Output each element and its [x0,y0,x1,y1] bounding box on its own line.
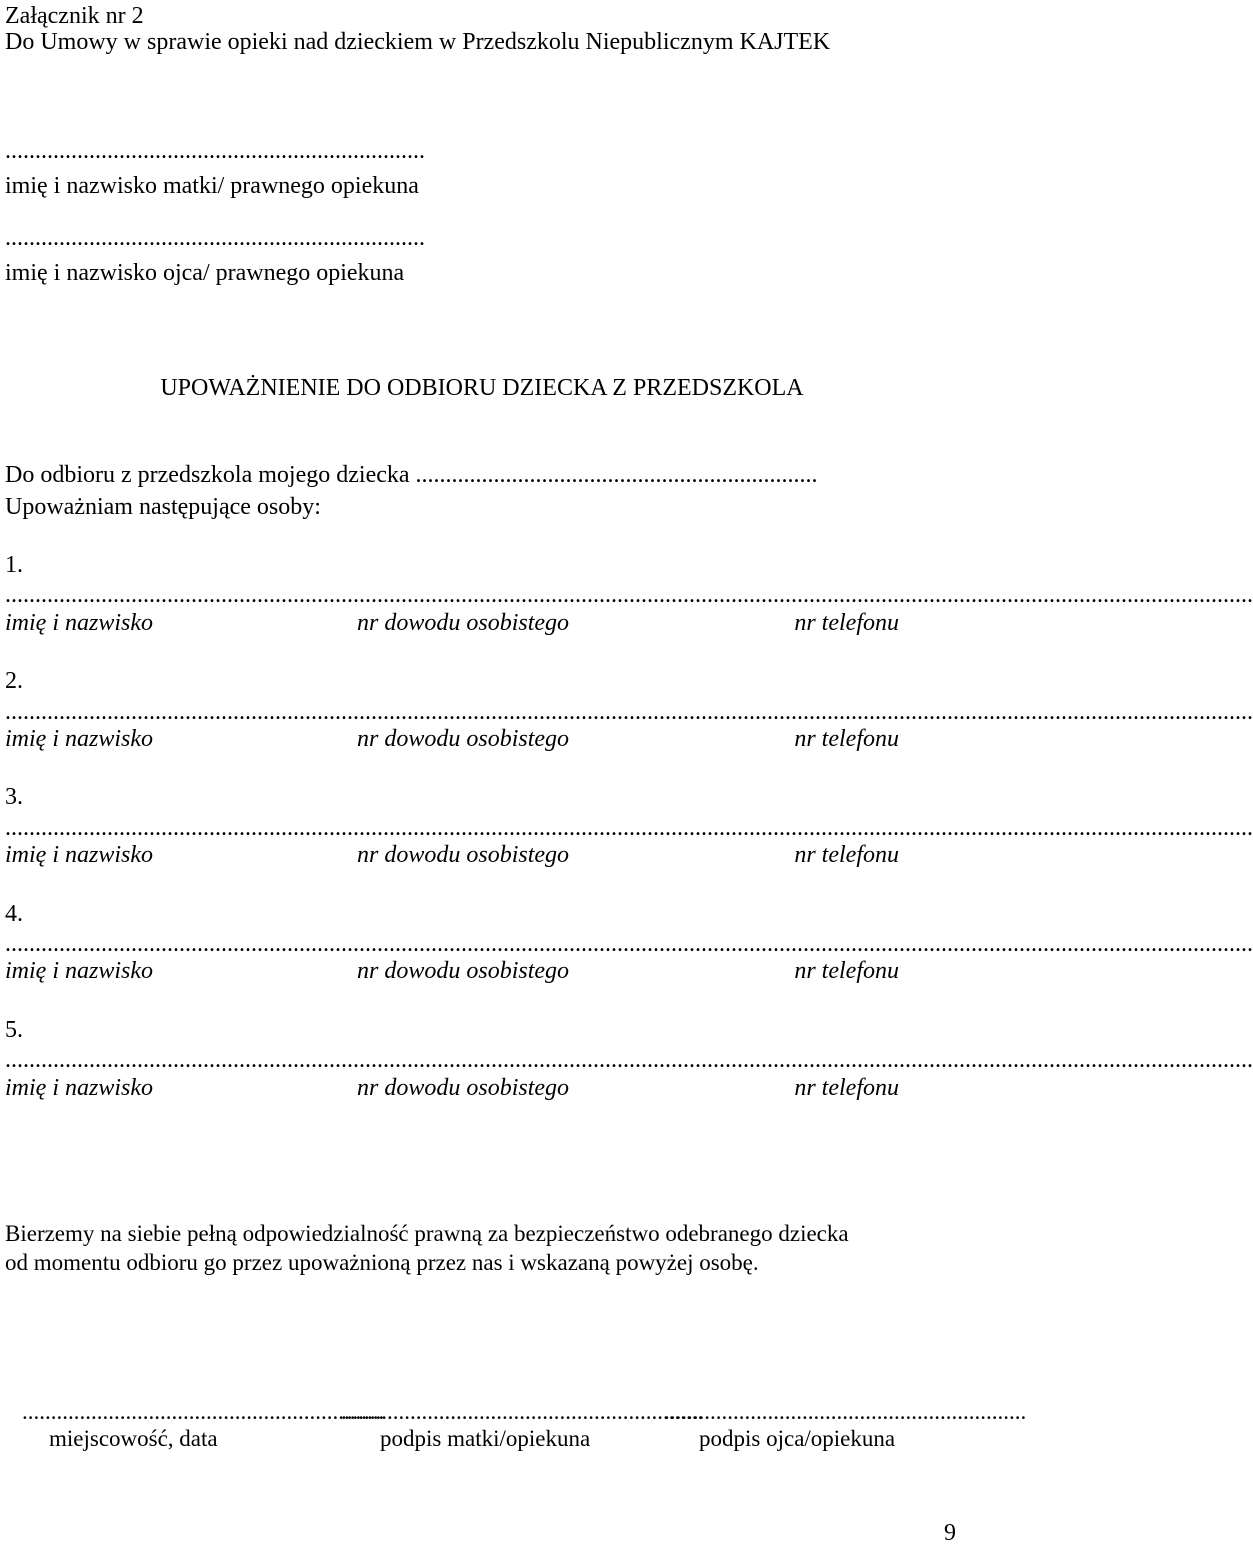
father-dots: ...................................................................... [5,225,425,251]
name-label: imię i nazwisko [5,1075,153,1101]
name-label: imię i nazwisko [5,958,153,984]
name-label: imię i nazwisko [5,726,153,752]
mother-dots: ...................................................................... [5,138,425,164]
id-label: nr dowodu osobistego [357,610,570,636]
name-label: imię i nazwisko [5,610,153,636]
annex-title: Załącznik nr 2 [5,3,144,29]
signature-father-label: podpis ojca/opiekuna [699,1426,896,1451]
person-dots: ................................................................................................................................................................................................................ [5,931,1253,957]
signature-mother-label: podpis matki/opiekuna [380,1426,591,1451]
statement-line-1: Bierzemy na siebie pełną odpowiedzialność prawną za bezpieczeństwo odebranego dziecka [5,1221,849,1246]
person-number: 2. [5,668,23,694]
id-label: nr dowodu osobistego [357,1075,570,1101]
phone-label: nr telefonu [794,610,899,636]
phone-label: nr telefonu [794,726,899,752]
document-title: UPOWAŻNIENIE DO ODBIORU DZIECKA Z PRZEDSZKOLA [160,375,804,401]
person-dots: ................................................................................................................................................................................................................ [5,1047,1253,1073]
person-number: 4. [5,901,23,927]
id-label: nr dowodu osobistego [357,958,570,984]
id-label: nr dowodu osobistego [357,842,570,868]
signature-place-date-dots: ............................................................... [22,1399,385,1424]
person-dots: ................................................................................................................................................................................................................ [5,699,1253,725]
intro-child-line: Do odbioru z przedszkola mojego dziecka ................................................................... [5,462,818,488]
person-number: 3. [5,784,23,810]
intro-authorize-line: Upoważniam następujące osoby: [5,494,321,520]
signature-father-dots: ............................................................... [664,1399,1027,1424]
person-dots: ................................................................................................................................................................................................................ [5,582,1253,608]
page-number: 9 [944,1520,956,1546]
mother-label: imię i nazwisko matki/ prawnego opiekuna [5,173,419,199]
phone-label: nr telefonu [794,842,899,868]
signature-mother-dots: ............................................................... [341,1399,704,1424]
phone-label: nr telefonu [794,958,899,984]
person-dots: ................................................................................................................................................................................................................ [5,815,1253,841]
person-number: 1. [5,552,23,578]
contract-reference: Do Umowy w sprawie opieki nad dzieckiem w Przedszkolu Niepublicznym KAJTEK [5,29,831,55]
statement-line-2: od momentu odbioru go przez upoważnioną przez nas i wskazaną powyżej osobę. [5,1250,759,1275]
father-label: imię i nazwisko ojca/ prawnego opiekuna [5,260,405,286]
signature-place-date-label: miejscowość, data [49,1426,218,1451]
name-label: imię i nazwisko [5,842,153,868]
person-number: 5. [5,1017,23,1043]
id-label: nr dowodu osobistego [357,726,570,752]
phone-label: nr telefonu [794,1075,899,1101]
